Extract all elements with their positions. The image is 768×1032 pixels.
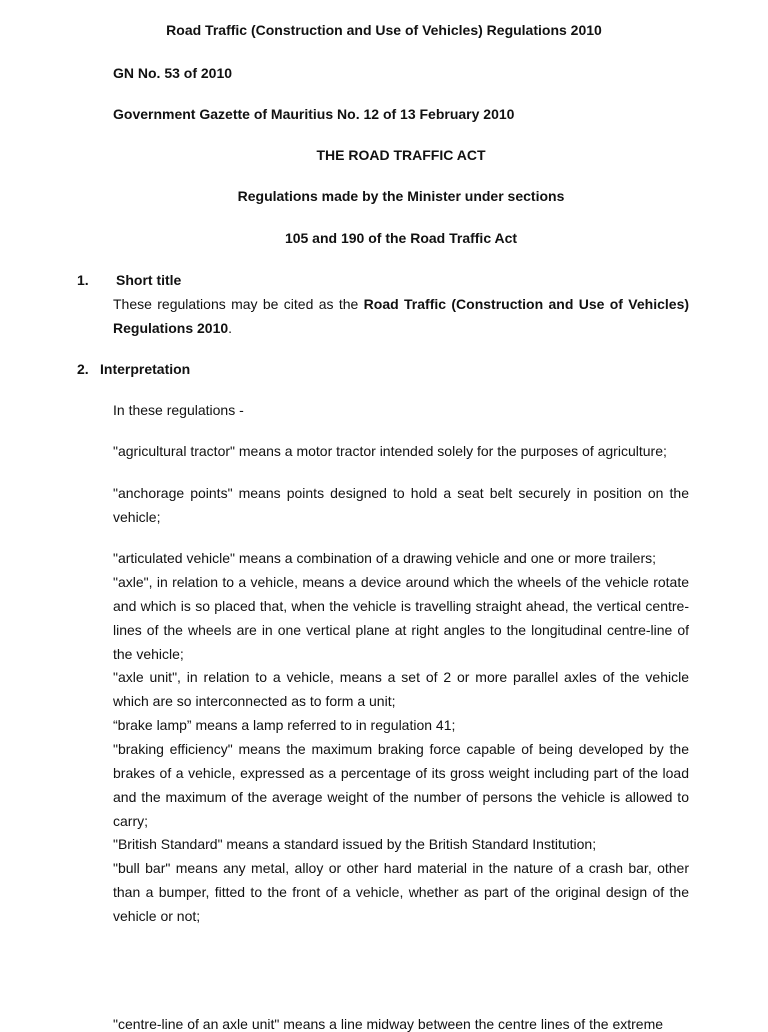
section-2-number: 2. bbox=[77, 361, 89, 377]
act-heading: THE ROAD TRAFFIC ACT bbox=[316, 147, 486, 163]
regulations-citation: Road Traffic (Construction and Use of Vehicles) Regulations 2010 bbox=[113, 296, 690, 336]
def-centre-line-axle-unit: "centre-line of an axle unit" means a line midway between the centre lines of the extreme bbox=[113, 1016, 664, 1032]
section-1-heading: Short title bbox=[116, 272, 182, 288]
def-anchorage-points: "anchorage points" means points designed to hold a seat belt securely in position on the vehicle; bbox=[113, 485, 689, 525]
section-1-number: 1. bbox=[77, 272, 89, 288]
gn-number: GN No. 53 of 2010 bbox=[113, 65, 233, 81]
def-british-standard: "British Standard" means a standard issued by the British Standard Institution; bbox=[113, 836, 597, 852]
document-title: Road Traffic (Construction and Use of Vehicles) Regulations 2010 bbox=[166, 22, 602, 38]
def-agricultural-tractor: "agricultural tractor" means a motor tractor intended solely for the purposes of agriculture; bbox=[113, 443, 667, 459]
def-braking-efficiency: "braking efficiency" means the maximum braking force capable of being developed by the brakes of a vehicle, expressed as a percentage of its gross weight including part of the load and the maximum of the average weight of the number of persons the vehicle is allowed to carry; bbox=[113, 741, 689, 829]
def-axle: "axle", in relation to a vehicle, means a device around which the wheels of the vehicle rotate and which is so placed that, when the vehicle is travelling straight ahead, the vertical centre-lines of the wheels are in one vertical plane at right angles to the longitudinal centre-line of the vehicle; bbox=[113, 574, 689, 662]
section-2-intro: In these regulations - bbox=[113, 402, 244, 418]
made-by-line-1: Regulations made by the Minister under sections bbox=[237, 188, 565, 204]
made-by-line-2: 105 and 190 of the Road Traffic Act bbox=[284, 230, 518, 246]
def-articulated-vehicle: "articulated vehicle" means a combination of a drawing vehicle and one or more trailers; bbox=[113, 550, 656, 566]
gazette-reference: Government Gazette of Mauritius No. 12 of 13 February 2010 bbox=[113, 106, 515, 122]
section-1-text-post: . bbox=[228, 320, 233, 336]
section-2-heading: Interpretation bbox=[100, 361, 191, 377]
def-bull-bar: "bull bar" means any metal, alloy or other hard material in the nature of a crash bar, other than a bumper, fitted to the front of a vehicle, whether as part of the original design of the vehicle or not; bbox=[113, 860, 689, 924]
section-1-text bbox=[113, 292, 689, 340]
def-axle-unit: "axle unit", in relation to a vehicle, means a set of 2 or more parallel axles of the vehicle which are so interconnected as to form a unit; bbox=[113, 669, 689, 709]
def-brake-lamp: “brake lamp” means a lamp referred to in regulation 41; bbox=[113, 717, 456, 733]
section-1-text-pre: These regulations may be cited as the bbox=[113, 296, 364, 312]
